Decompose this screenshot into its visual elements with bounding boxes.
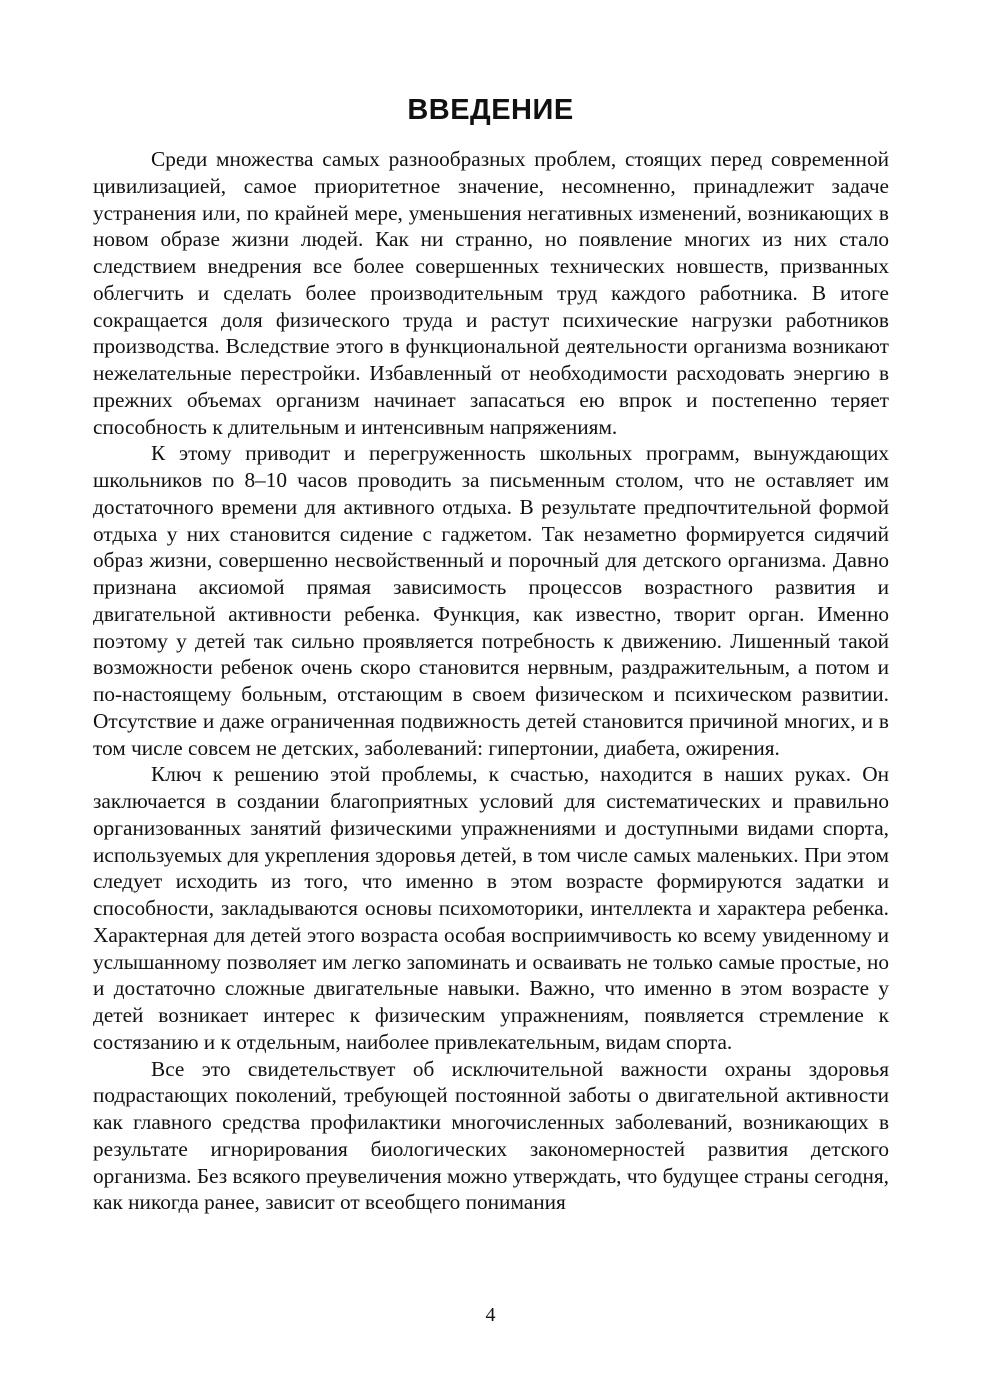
chapter-heading: ВВЕДЕНИЕ [407,94,574,126]
body-text [93,146,889,1216]
paragraph-3: Ключ к решению этой проблемы, к счастью, находится в наших руках. Он заключается в создании благоприятных условий для систематических и правильно организованных занятий физическими упражнениями и доступными видами спорта, используемых для укрепления здоровья детей, в том числе самых маленьких. При этом следует исходить из того, что именно в этом возрасте формируются задатки и способности, закладываются основы психомоторики, интеллекта и характера ребенка. Характерная для детей этого возраста особая восприимчивость ко всему увиденному и услышанному позволяет им легко запоминать и осваивать не только самые простые, но и достаточно сложные двигательные навыки. Важно, что именно в этом возрасте у детей возникает интерес к физическим упражнениям, появляется стремление к состязанию и к отдельным, наиболее привлекательным, видам спорта. [93,762,889,1054]
paragraph-4: Все это свидетельствует об исключительной важности охраны здоровья подрастающих поколений, требующей постоянной заботы о двигательной активности как главного средства профилактики многочисленных заболеваний, возникающих в результате игнорирования биологических закономерностей развития детского организма. Без всякого преувеличения можно утверждать, что будущее страны сегодня, как никогда ранее, зависит от всеобщего понимания [93,1056,889,1215]
paragraph-2: К этому приводит и перегруженность школьных программ, вынуждающих школьников по 8–10 часов проводить за письменным столом, что не оставляет им достаточного времени для активного отдыха. В результате предпочтительной формой отдыха у них становится сидение с гаджетом. Так незаметно формируется сидячий образ жизни, совершенно несвойственный и порочный для детского организма. Давно признана аксиомой прямая зависимость процессов возрастного развития и двигательной активности ребенка. Функция, как известно, творит орган. Именно поэтому у детей так сильно проявляется потребность к движению. Лишенный такой возможности ребенок очень скоро становится нервным, раздражительным, а потом и по-настоящему больным, отстающим в своем физическом и психическом развитии. Отсутствие и даже ограниченная подвижность детей становится причиной многих, и в том числе совсем не детских, заболеваний: гипертонии, диабета, ожирения. [93,441,889,760]
paragraph-1: Среди множества самых разнообразных проблем, стоящих перед современной цивилизацией, самое приоритетное значение, несомненно, принадлежит задаче устранения или, по крайней мере, уменьшения негативных изменений, возникающих в новом образе жизни людей. Как ни странно, но появление многих из них стало следствием внедрения все более совершенных технических новшеств, призванных облегчить и сделать более производительным труд каждого работника. В итоге сокращается доля физического труда и растут психические нагрузки работников производства. Вследствие этого в функциональной деятельности организма возникают нежелательные перестройки. Избавленный от необходимости расходовать энергию в прежних объемах организм начинает запасаться ею впрок и постепенно теряет способность к длительным и интенсивным напряжениям. [93,147,889,439]
page-number: 4 [485,1304,496,1326]
